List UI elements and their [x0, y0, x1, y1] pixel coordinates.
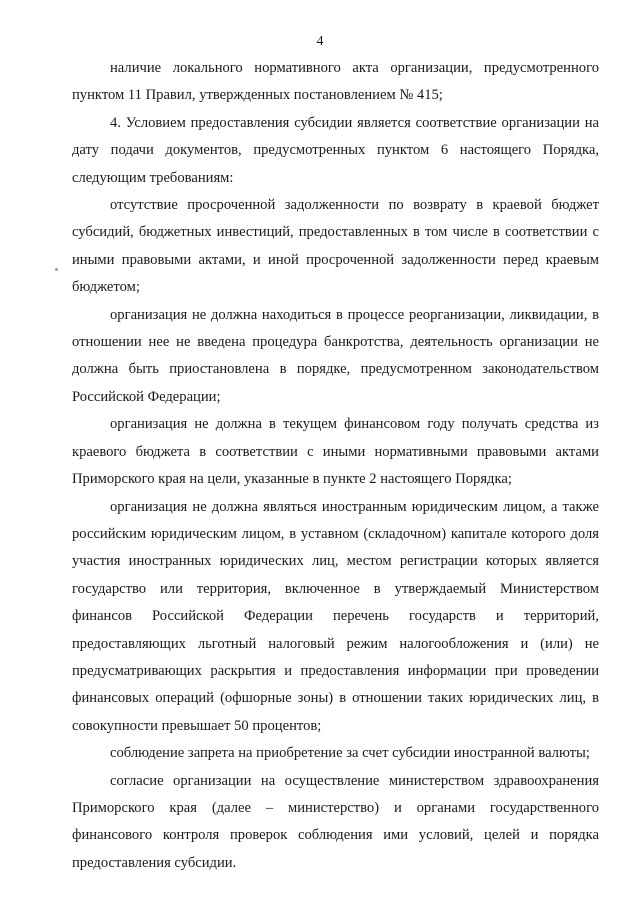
- page-number: 4: [316, 34, 324, 49]
- margin-mark: [55, 268, 58, 271]
- paragraph-subsidy-condition: 4. Условием предоставления субсидии является соответствие организации на дату подачи документов, предусмотренных пунктом 6 настоящего Порядка, следующим требованиям:: [72, 114, 599, 186]
- paragraph-currency-ban: соблюдение запрета на приобретение за счет субсидии иностранной валюты;: [110, 745, 590, 762]
- paragraph-not-foreign-entity: организация не должна являться иностранным юридическим лицом, а также российским юридическим лицом, в уставном (складочном) капитале которого доля участия иностранных юридических лиц, местом регистрации которых является государство или территория, включенное в утверждаемый Министерством финансов Российской Федерации перечень государств и территорий, предоставляющих льготный налоговый режим налогообложения и (или) не предусматривающих раскрытия и предоставления информации при проведении финансовых операций (офшорные зоны) в отношении таких юридических лиц, в совокупности превышает 50 процентов;: [72, 498, 599, 734]
- paragraph-no-reorganization: организация не должна находиться в процессе реорганизации, ликвидации, в отношении нее не введена процедура банкротства, деятельность организации не должна быть приостановлена в порядке, предусмотренном законодательством Российской Федерации;: [72, 306, 599, 405]
- paragraph-no-other-funds: организация не должна в текущем финансовом году получать средства из краевого бюджета в соответствии с иными нормативными правовыми актами Приморского края на цели, указанные в пункте 2 настоящего Порядка;: [72, 416, 599, 488]
- paragraph-inspection-consent: согласие организации на осуществление министерством здравоохранения Приморского края (далее – министерство) и органами государственного финансового контроля проверок соблюдения ими условий, целей и порядка предоставления субсидии.: [72, 772, 599, 871]
- document-body: [72, 55, 599, 877]
- paragraph-local-act: наличие локального нормативного акта организации, предусмотренного пунктом 11 Правил, утвержденных постановлением № 415;: [72, 60, 599, 104]
- paragraph-no-overdue-debt: отсутствие просроченной задолженности по возврату в краевой бюджет субсидий, бюджетных инвестиций, предоставленных в том числе в соответствии с иными правовыми актами, и иной просроченной задолженности перед краевым бюджетом;: [72, 197, 599, 296]
